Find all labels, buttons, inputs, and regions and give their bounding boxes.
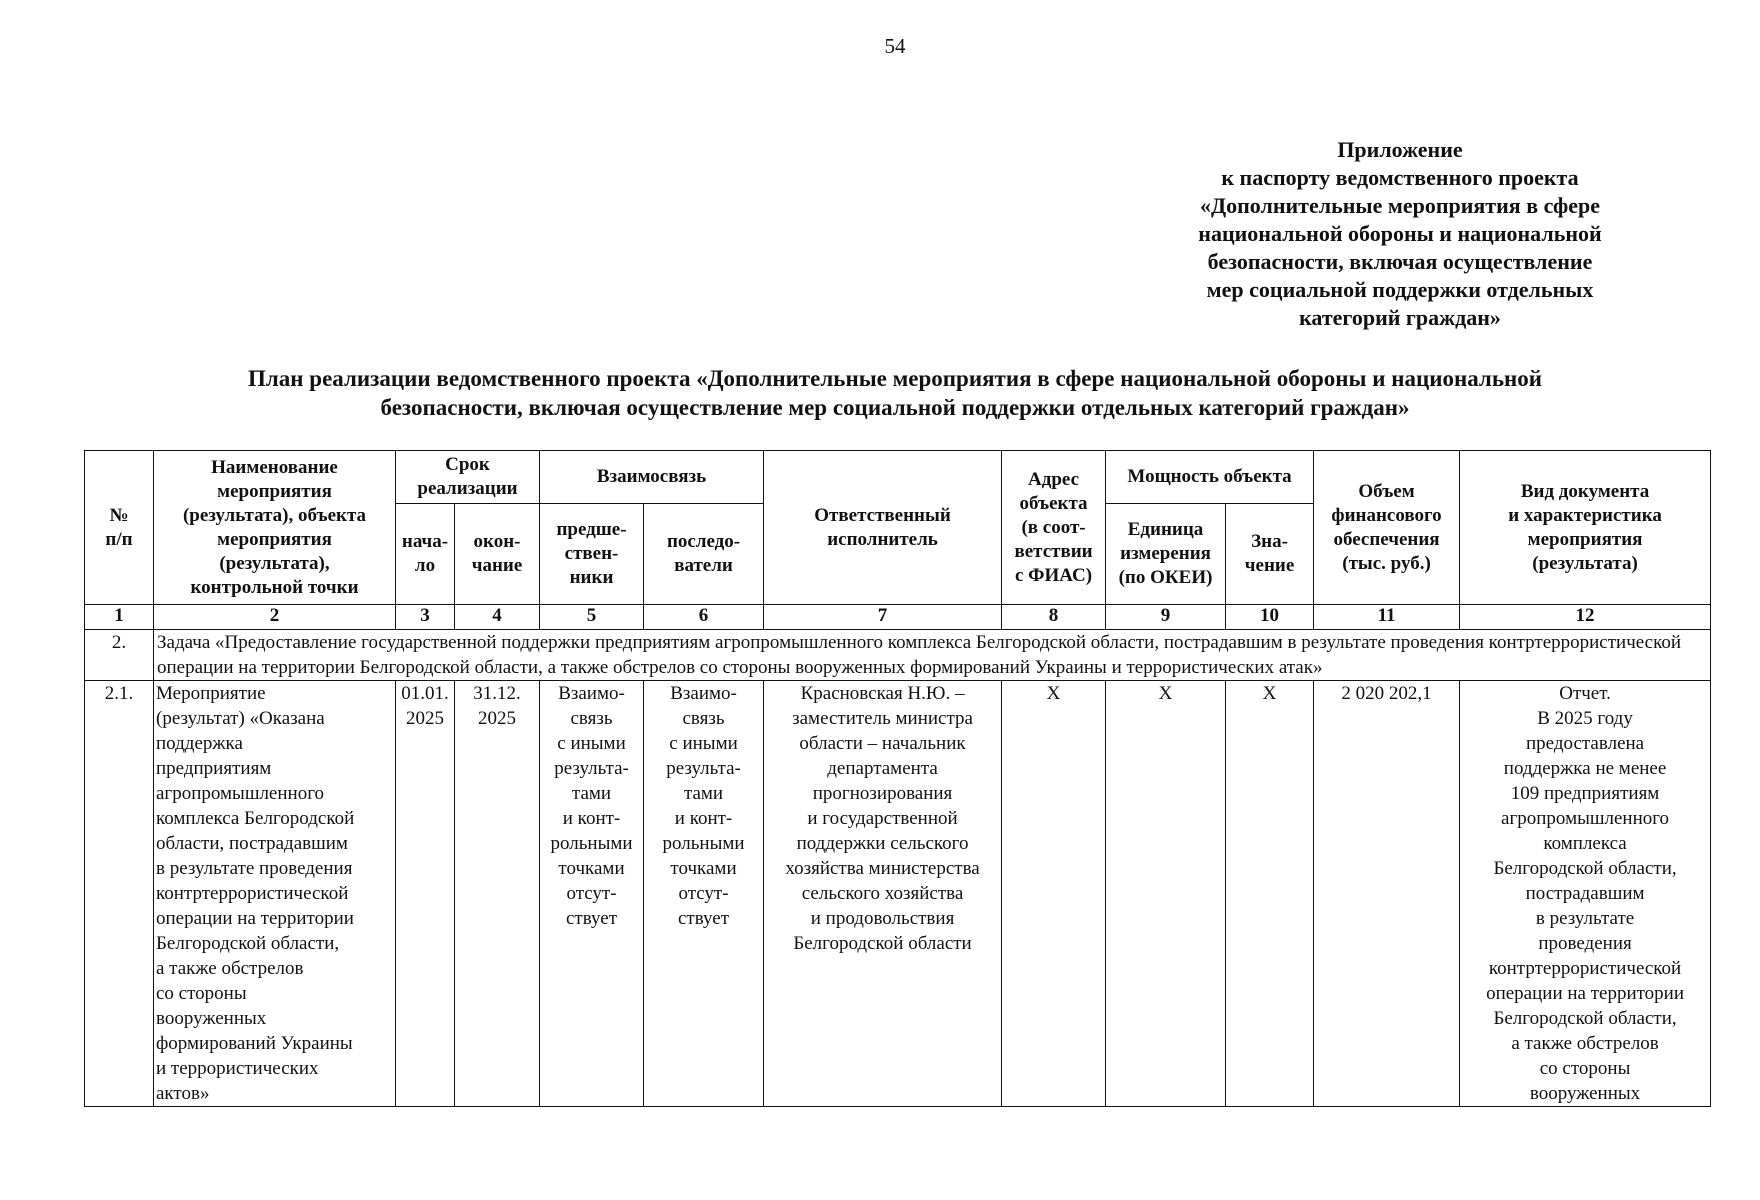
header-term-start: нача- ло bbox=[396, 504, 455, 605]
row-value: Х bbox=[1226, 681, 1314, 1107]
row-end: 31.12. 2025 bbox=[455, 681, 540, 1107]
appendix-block bbox=[1120, 136, 1680, 332]
column-number: 11 bbox=[1314, 605, 1460, 630]
column-number: 8 bbox=[1002, 605, 1106, 630]
column-number: 2 bbox=[154, 605, 396, 630]
header-relation: Взаимосвязь bbox=[540, 451, 764, 504]
plan-table bbox=[84, 450, 1711, 1107]
column-number: 9 bbox=[1106, 605, 1226, 630]
appendix-line: «Дополнительные мероприятия в сфере bbox=[1199, 193, 1601, 218]
appendix-line: к паспорту ведомственного проекта bbox=[1221, 165, 1579, 190]
plan-title-line: План реализации ведомственного проекта «Дополнительные мероприятия в сфере национальной обороны и национальной bbox=[248, 366, 1542, 391]
row-prev: Взаимо- связь с иными результа- тами и конт- рольными точками отсут- ствует bbox=[540, 681, 644, 1107]
table-row bbox=[85, 681, 1711, 1107]
header-capacity-unit: Единица измерения (по ОКЕИ) bbox=[1106, 504, 1226, 605]
header-doc: Вид документа и характеристика мероприятия (результата) bbox=[1460, 451, 1711, 605]
column-number: 12 bbox=[1460, 605, 1711, 630]
header-term-end: окон- чание bbox=[455, 504, 540, 605]
column-number: 4 bbox=[455, 605, 540, 630]
task-num: 2. bbox=[85, 630, 154, 681]
header-volume: Объем финансового обеспечения (тыс. руб.) bbox=[1314, 451, 1460, 605]
header-capacity-value: Зна- чение bbox=[1226, 504, 1314, 605]
row-executor: Красновская Н.Ю. – заместитель министра области – начальник департамента прогнозирования и государственной поддержки сельского хозяйства министерства сельского хозяйства и продовольствия Белгородской области bbox=[764, 681, 1002, 1107]
plan-title-line: безопасности, включая осуществление мер социальной поддержки отдельных категорий граждан» bbox=[380, 395, 1410, 420]
task-row bbox=[85, 630, 1711, 681]
header-name: Наименование мероприятия (результата), объекта мероприятия (результата), контрольной точки bbox=[154, 451, 396, 605]
appendix-line: мер социальной поддержки отдельных bbox=[1206, 277, 1594, 302]
task-text: Задача «Предоставление государственной поддержки предприятиям агропромышленного комплекса Белгородской области, пострадавшим в результате проведения контртеррористической операции на территории Белгородской области, а также обстрелов со стороны вооруженных формирований Украины и террористических атак» bbox=[154, 630, 1711, 681]
row-unit: Х bbox=[1106, 681, 1226, 1107]
page-number: 54 bbox=[884, 34, 906, 58]
header-relation-next: последо- ватели bbox=[644, 504, 764, 605]
header-relation-prev: предше- ствен- ники bbox=[540, 504, 644, 605]
row-name: Мероприятие (результат) «Оказана поддержка предприятиям агропромышленного комплекса Белгородской области, пострадавшим в результате проведения контртеррористической операции на территории Белгородской области, а также обстрелов со стороны вооруженных формирований Украины и террористических актов» bbox=[154, 681, 396, 1107]
column-number: 3 bbox=[396, 605, 455, 630]
column-number: 1 bbox=[85, 605, 154, 630]
column-number: 5 bbox=[540, 605, 644, 630]
header-address: Адрес объекта (в соот- ветствии с ФИАС) bbox=[1002, 451, 1106, 605]
column-number: 7 bbox=[764, 605, 1002, 630]
row-num: 2.1. bbox=[85, 681, 154, 1107]
header-capacity: Мощность объекта bbox=[1106, 451, 1314, 504]
row-next: Взаимо- связь с иными результа- тами и конт- рольными точками отсут- ствует bbox=[644, 681, 764, 1107]
appendix-line: безопасности, включая осуществление bbox=[1207, 249, 1593, 274]
plan-title bbox=[90, 364, 1700, 422]
header-num: № п/п bbox=[85, 451, 154, 605]
column-number: 10 bbox=[1226, 605, 1314, 630]
column-number-row bbox=[85, 605, 1711, 630]
row-start: 01.01. 2025 bbox=[396, 681, 455, 1107]
column-number: 6 bbox=[644, 605, 764, 630]
row-volume: 2 020 202,1 bbox=[1314, 681, 1460, 1107]
appendix-line: национальной обороны и национальной bbox=[1198, 221, 1602, 246]
row-address: Х bbox=[1002, 681, 1106, 1107]
appendix-line: категорий граждан» bbox=[1299, 305, 1501, 330]
row-doc: Отчет. В 2025 году предоставлена поддержка не менее 109 предприятиям агропромышленного комплекса Белгородской области, пострадавшим в результате проведения контртеррористической операции на территории Белгородской области, а также обстрелов со стороны вооруженных bbox=[1460, 681, 1711, 1107]
appendix-line: Приложение bbox=[1337, 137, 1463, 162]
header-executor: Ответственный исполнитель bbox=[764, 451, 1002, 605]
header-row bbox=[85, 451, 1711, 504]
header-term: Срок реализации bbox=[396, 451, 540, 504]
